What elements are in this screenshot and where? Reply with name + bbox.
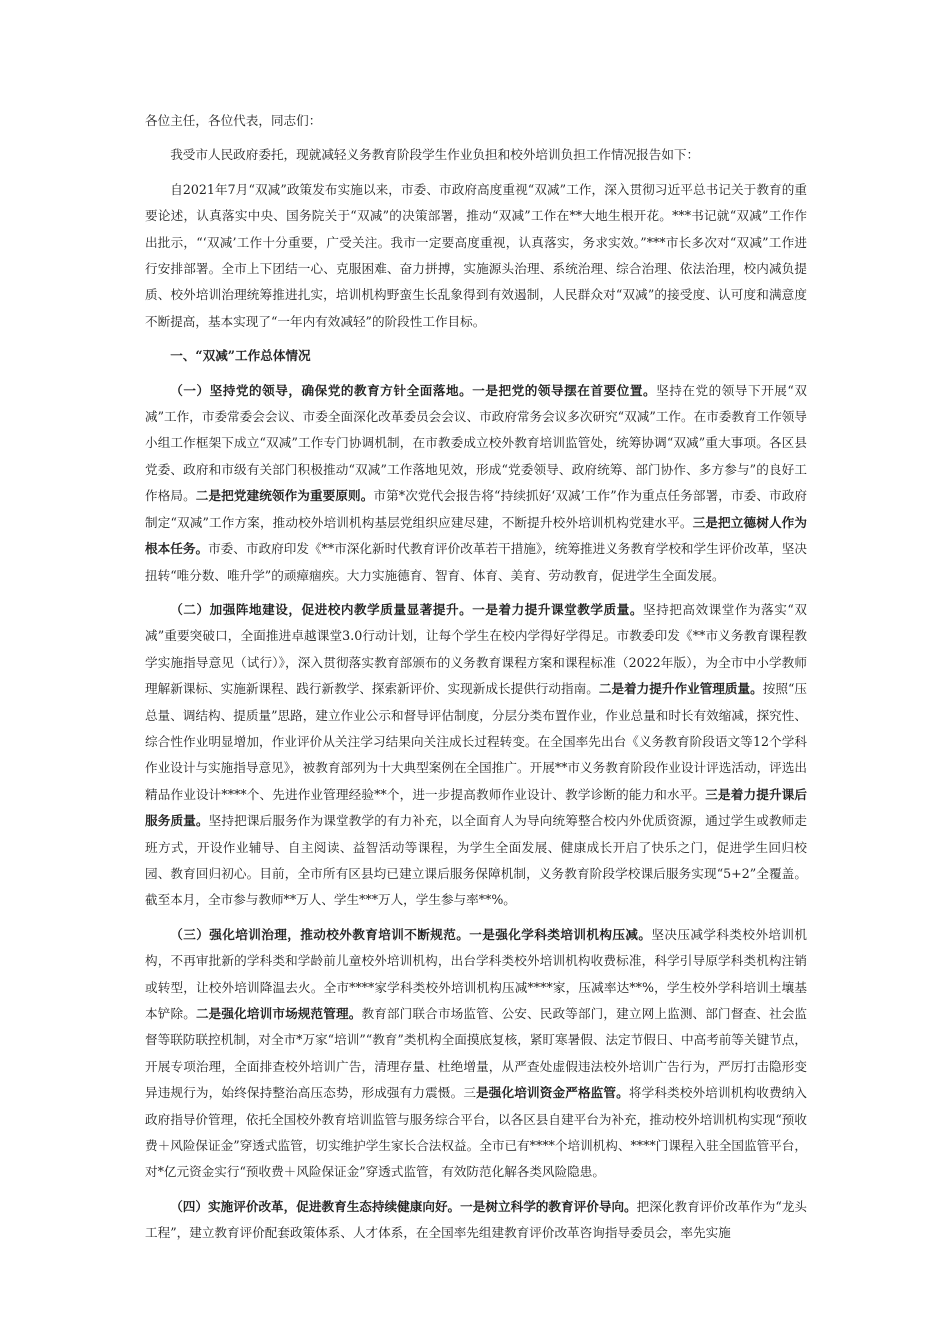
paragraph-school-quality bbox=[145, 597, 807, 914]
intro-paragraph: 我受市人民政府委托，现就减轻义务教育阶段学生作业负担和校外培训负担工作情况报告如下： bbox=[170, 147, 700, 163]
section-heading: 一、“双减”工作总体情况 bbox=[170, 348, 311, 364]
body-text: 按照“压总量、调结构、提质量”思路，建立作业公示和督导评估制度，分层分类布置作业，作业总量和时长有效缩减，探究性、综合性作业明显增加，作业评价从关注学习结果向关注成长过程转变。在全国率先出台《义务教育阶段语文等12个学科作业设计与实施指导意见》，被教育部列为十大典型案例在全国推广。开展**市义务教育阶段作业设计评选活动，评选出精品作业设计****个、先进作业管理经验**个，进一步提高教师作业设计、教学诊断的能力和水平。 bbox=[145, 681, 807, 802]
body-text: 将学科类校外培训机构收费纳入政府指导价管理，依托全国校外教育培训监管与服务综合平台，以各区县自建平台为补充，推动校外培训机构实现“预收费＋风险保证金”穿透式监管，切实维护学生家长合法权益。全市已有****个培训机构、****门课程入驻全国监管平台，对*亿元资金实行“预收费＋风险保证金”穿透式监管，有效防范化解各类风险隐患。 bbox=[145, 1085, 808, 1180]
bold-lead: 二是强化培训市场规范管理。 bbox=[195, 1006, 362, 1021]
bold-lead: 二是着力提升作业管理质量。 bbox=[598, 681, 763, 697]
body-text: 坚决压减学科类校外培训机构，不再审批新的学科类和学龄前儿童校外培训机构，出台学科类校外培训机构收费标准，科学引导原学科类机构注销或转型，让校外培训降温去火。全市****家学科类校外培训机构压减****家，压减率达**%，学生校外学科培训土壤基本铲除。 bbox=[145, 926, 808, 1021]
body-text: 市委、市政府印发《**市深化新时代教育评价改革若干措施》，统筹推进义务教育学校和学生评价改革，坚决扭转“唯分数、唯升学”的顽瘴痼疾。大力实施德育、智育、体育、美育、劳动教育，促进学生全面发展。 bbox=[145, 541, 808, 583]
overview-paragraph: 自2021年7月“双减”政策发布实施以来，市委、市政府高度重视“双减”工作，深入贯彻习近平总书记关于教育的重要论述，认真落实中央、国务院关于“双减”的决策部署，推动“双减”工作在**大地生根开花。***书记就“双减”工作作出批示，“‘双减’工作十分重要，广受关注。我市一定要高度重视，认真落实，务求实效。”***市长多次对“双减”工作进行安排部署。全市上下团结一心、克服困难、奋力拼搏，实施源头治理、系统治理、综合治理、依法治理，校内减负提质、校外培训治理统筹推进扎实，培训机构野蛮生长乱象得到有效遏制，人民群众对“双减”的接受度、认可度和满意度不断提高，基本实现了“一年内有效减轻”的阶段性工作目标。 bbox=[145, 181, 807, 329]
bold-lead: 是强化培训资金严格监管。 bbox=[476, 1085, 629, 1101]
bold-lead: 二是把党建统领作为重要原则。 bbox=[195, 488, 374, 504]
body-text: 坚持把课后服务作为课堂教学的有力补充，以全面育人为导向统筹整合校内外优质资源，通过学生或教师走班方式，开设作业辅导、自主阅读、益智活动等课程，为学生全面发展、健康成长开启了快乐之门，促进学生回归校园、教育回归初心。目前，全市所有区县均已建立课后服务保障机制，义务教育阶段学校课后服务实现“5+2”全覆盖。截至本月，全市参与教师**万人、学生***万人，学生参与率**%。 bbox=[145, 813, 808, 908]
body-text: 把深化教育评价改革作为“龙头工程”，建立教育评价配套政策体系、人才体系，在全国率先组建教育评价改革咨询指导委员会，率先实施 bbox=[145, 1198, 807, 1241]
bold-lead: 三是把立德树人作为根本任务。 bbox=[145, 514, 807, 557]
salutation: 各位主任，各位代表，同志们： bbox=[145, 113, 322, 128]
body-text: 教育部门联合市场监管、公安、民政等部门，建立网上监测、部门督查、社会监督等联防联控机制，对全市*万家“培训”“教育”类机构全面摸底复核，紧盯寒暑假、法定节假日、中高考前等关键节点，开展专项治理，全面排查校外培训广告，清理存量、杜绝增量，从严查处虚假违法校外培训广告行为，严厉打击隐形变异违规行为，始终保持整治高压态势，形成强有力震慑。三 bbox=[145, 1006, 808, 1101]
body-text: 坚持把高效课堂作为落实“双减”重要突破口，全面推进卓越课堂3.0行动计划，让每个学生在校内学得好学得足。市教委印发《**市义务教育课程教学实施指导意见（试行）》，深入贯彻落实教育部颁布的义务教育课程方案和课程标准（2022年版），为全市中小学教师理解新课标、实施新课程、践行新教学、探索新评价、实现新成长提供行动指南。 bbox=[145, 601, 807, 697]
paragraph-evaluation-reform bbox=[145, 1194, 807, 1247]
paragraph-training-governance bbox=[145, 922, 807, 1186]
bold-lead: （一）坚持党的领导，确保党的教育方针全面落地。一是把党的领导摆在首要位置。 bbox=[170, 382, 657, 398]
bold-lead: （四）实施评价改革，促进教育生态持续健康向好。一是树立科学的教育评价导向。 bbox=[170, 1198, 637, 1214]
bold-lead: （二）加强阵地建设，促进校内教学质量显著提升。一是着力提升课堂教学质量。 bbox=[170, 601, 643, 617]
bold-lead: （三）强化培训治理，推动校外教育培训不断规范。一是强化学科类培训机构压减。 bbox=[170, 926, 652, 942]
body-text: 坚持在党的领导下开展“双减”工作，市委常委会会议、市委全面深化改革委员会会议、市政府常务会议多次研究“双减”工作。在市委教育工作领导小组工作框架下成立“双减”工作专门协调机制，在市教委成立校外教育培训监管处，统筹协调“双减”重大事项。各区县党委、政府和市级有关部门积极推动“双减”工作落地见效，形成“党委领导、政府统筹、部门协作、多方参与”的良好工作格局。 bbox=[145, 382, 807, 504]
report-document bbox=[145, 108, 807, 1255]
body-text: 市第*次党代会报告将“持续抓好‘双减’工作”作为重点任务部署，市委、市政府制定“双减”工作方案，推动校外培训机构基层党组织应建尽建，不断提升校外培训机构党建水平。 bbox=[145, 488, 808, 530]
paragraph-party-leadership bbox=[145, 378, 807, 589]
bold-lead: 三是着力提升课后服务质量。 bbox=[145, 786, 808, 829]
